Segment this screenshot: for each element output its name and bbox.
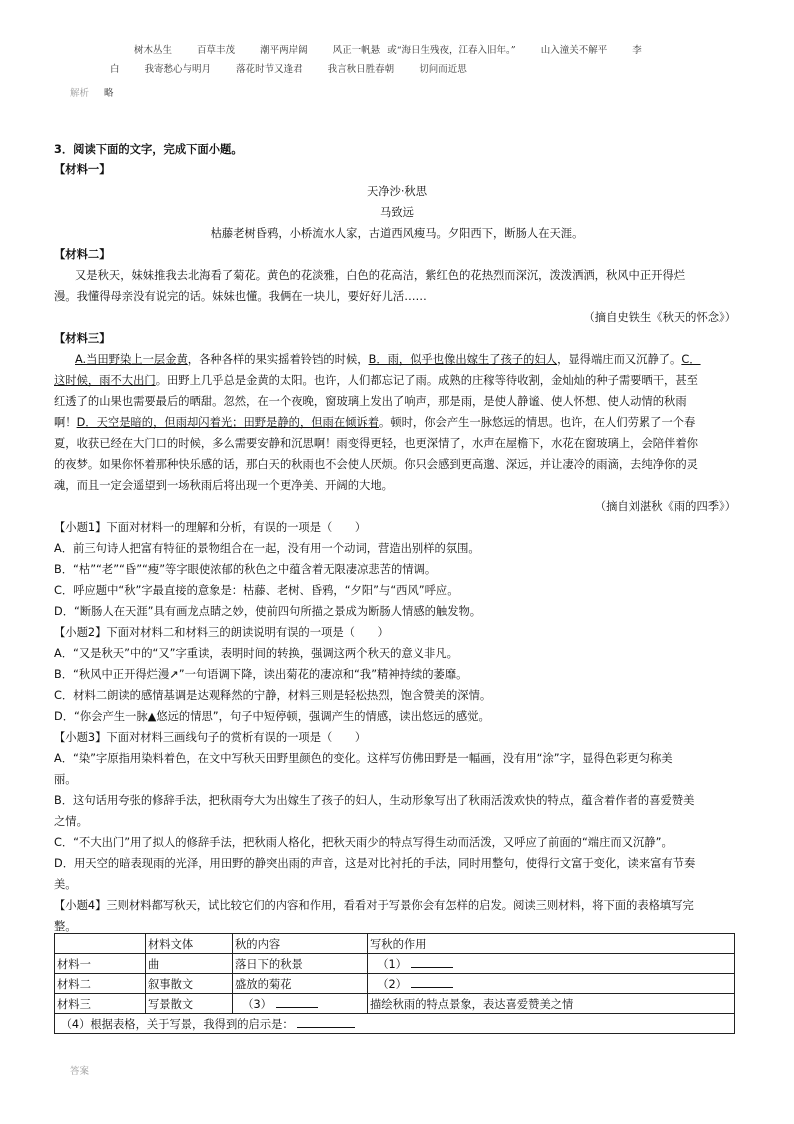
q2-stem: 【小题2】下面对材料二和材料三的朗读说明有误的一项是（ ） (54, 626, 389, 639)
material3-line: 夏，收获已经在大门口的时候，多么需要安静和沉思啊！雨变得更轻，也更深情了，水声在屋檐下，水花在窗玻璃上，会陪伴着你 (54, 437, 698, 450)
table-row (55, 974, 735, 994)
q3-option-b-cont: 之情。 (54, 815, 88, 828)
analysis-value: 略 (104, 88, 114, 99)
table-cell: 描绘秋雨的特点景象，表达喜爱赞美之情 (368, 994, 735, 1014)
q2-option-d: D．“你会产生一脉▲悠远的情思”，句子中短停顿，强调产生的情感，读出悠远的感觉。 (54, 710, 490, 723)
answer-item: 树木丛生 (134, 45, 173, 56)
table-cell: 叙事散文 (146, 974, 233, 994)
material2-line: 又是秋天，妹妹推我去北海看了菊花。黄色的花淡雅，白色的花高洁，紫红色的花热烈而深沉，泼泼洒洒，秋风中正开得烂 (75, 269, 686, 282)
poem-author: 马致远 (380, 206, 414, 219)
underlined-sentence-d: D．天空是暗的，但雨却闪着光；田野是静的，但雨在倾诉着 (76, 416, 380, 429)
material3-line: 红透了的山果也需要最后的晒甜。忽然，在一个夜晚，窗玻璃上发出了响声，那是雨，是使人静谧、使人怀想、使人动情的秋雨 (54, 395, 687, 408)
q3-option-a: A．“染”字原指用染料着色，在文中写秋天田野里颜色的变化。这样写仿佛田野是一幅画，没有用“涂”字，显得色彩更匀称美 (54, 752, 673, 765)
q2-option-c: C．材料二朗读的感情基调是达观释然的宁静，材料三则是轻松热烈，饱含赞美的深情。 (54, 689, 492, 702)
q4-stem-cont: 整。 (54, 920, 77, 933)
table-cell: 落日下的秋景 (233, 954, 368, 974)
answer-item: 切问而近思 (419, 64, 467, 75)
comparison-table (54, 933, 735, 1034)
answer-label: 答案 (70, 1066, 90, 1077)
material1-label: 【材料一】 (54, 163, 111, 176)
poem-title: 天净沙·秋思 (366, 185, 428, 198)
underlined-sentence-c-label: C． (681, 353, 701, 366)
q3-option-d-cont: 美。 (54, 878, 77, 891)
answer-cell-1[interactable]: （1） (368, 954, 735, 974)
q1-option-b: B．“枯”“老”“昏”“瘦”等字眼使浓郁的秋色之中蕴含着无限凄凉悲苦的情调。 (54, 563, 437, 576)
table-cell: 曲 (146, 954, 233, 974)
answer-blank[interactable] (297, 1017, 355, 1028)
answer-cell-4[interactable]: （4）根据表格，关于写景，我得到的启示是： (55, 1014, 735, 1034)
table-cell: 盛放的菊花 (233, 974, 368, 994)
material3-label: 【材料三】 (54, 332, 111, 345)
q3-option-c: C．“不大出门”用了拟人的修辞手法，把秋雨人格化，把秋天雨少的特点写得生动而活泼，又呼应了前面的“端庄而又沉静”。 (54, 836, 673, 849)
answer-line-2 (110, 61, 489, 75)
poem-body: 枯藤老树昏鸦，小桥流水人家，古道西风瘦马。夕阳西下，断肠人在天涯。 (210, 227, 584, 240)
q1-stem: 【小题1】下面对材料一的理解和分析，有误的一项是（ ） (54, 521, 367, 534)
answer-item: 百草丰茂 (197, 45, 236, 56)
material3-line: 魂，而且一定会遥望到一场秋雨后将出现一个更净美、开阔的大地。 (54, 479, 393, 492)
table-row (55, 954, 735, 974)
q3-stem: 【小题3】下面对材料三画线句子的赏析有误的一项是（ ） (54, 731, 367, 744)
analysis-label: 解析 (70, 88, 90, 99)
q1-option-c: C．呼应题中“秋”字最直接的意象是：枯藤、老树、昏鸦，“夕阳”与“西风”呼应。 (54, 584, 459, 597)
table-header: 材料文体 (146, 934, 233, 954)
material3-line: 的夜梦。如果你怀着那种快乐感的话，那白天的秋雨也不会使人厌烦。你只会感到更高邈、深远，并让凄冷的雨滴，去纯净你的灵 (54, 458, 698, 471)
answer-item: 我寄愁心与明月 (144, 64, 212, 75)
answer-line-1 (134, 42, 664, 56)
analysis-row (70, 85, 136, 99)
table-cell: 写景散文 (146, 994, 233, 1014)
q3-option-a-cont: 丽。 (54, 773, 77, 786)
answer-cell-3[interactable]: （3） (233, 994, 368, 1014)
answer-item: 我言秋日胜春朝 (327, 64, 395, 75)
table-header-row (55, 934, 735, 954)
answer-item: 潮平两岸阔 (260, 45, 308, 56)
table-footer-row (55, 1014, 735, 1034)
answer-blank[interactable] (276, 997, 318, 1008)
table-cell: 材料三 (55, 994, 146, 1014)
answer-item: 白 (110, 64, 120, 75)
table-header: 写秋的作用 (368, 934, 735, 954)
material3-line: 这时候，雨不大出门。田野上几乎总是金黄的太阳。也许，人们都忘记了雨。成熟的庄稼等待收割，金灿灿的种子需要晒干，甚至 (54, 374, 698, 387)
table-cell: 材料二 (55, 974, 146, 994)
answer-blank[interactable] (411, 957, 453, 968)
material2-line: 漫。我懂得母亲没有说完的话。妹妹也懂。我俩在一块儿，要好好儿活…… (54, 290, 427, 303)
material3-line: A.当田野染上一层金黄，各种各样的果实摇着铃铛的时候，B．雨，似乎也像出嫁生了孩子的妇人，显得端庄而又沉静了。C． (75, 353, 701, 366)
answer-item: 或“海日生残夜，江春入旧年。” (387, 45, 516, 56)
underlined-sentence-a: A.当田野染上一层金黄 (75, 353, 188, 366)
answer-item: 李 (632, 45, 642, 56)
q4-stem: 【小题4】三则材料都写秋天，试比较它们的内容和作用，看看对于写景你会有怎样的启发。阅读三则材料，将下面的表格填写完 (54, 899, 694, 912)
table-header (55, 934, 146, 954)
question-heading: 3．阅读下面的文字，完成下面小题。 (54, 143, 243, 156)
material3-line: 啊！D．天空是暗的，但雨却闪着光；田野是静的，但雨在倾诉着。顿时，你会产生一脉悠远的情思。也许，在人们劳累了一个春 (54, 416, 696, 429)
table-header: 秋的内容 (233, 934, 368, 954)
answer-blank[interactable] (411, 977, 453, 988)
table-cell: 材料一 (55, 954, 146, 974)
answer-cell-2[interactable]: （2） (368, 974, 735, 994)
q1-option-a: A．前三句诗人把富有特征的景物组合在一起，没有用一个动词，营造出别样的氛围。 (54, 542, 480, 555)
underlined-sentence-b: B．雨，似乎也像出嫁生了孩子的妇人 (368, 353, 558, 366)
q2-option-a: A．“又是秋天”中的“又”字重读，表明时间的转换，强调这两个秋天的意义非凡。 (54, 647, 458, 660)
answer-item: 风正一帆悬 (332, 45, 381, 56)
material2-source: （摘自史铁生《秋天的怀念》） (583, 311, 736, 324)
q2-option-b: B．“秋风中正开得烂漫↗”一句语调下降，读出菊花的凄凉和“我”精神持续的萎靡。 (54, 668, 468, 681)
q1-option-d: D．“断肠人在天涯”具有画龙点睛之妙，使前四句所描之景成为断肠人情感的触发物。 (54, 605, 482, 618)
material3-source: （摘自刘湛秋《雨的四季》） (594, 500, 736, 513)
material2-label: 【材料二】 (54, 248, 111, 261)
answer-item: 山入潼关不解平 (540, 45, 608, 56)
q3-option-d: D．用天空的暗表现雨的光泽，用田野的静突出雨的声音，这是对比衬托的手法，同时用整句，使得行文富于变化，读来富有节奏 (54, 857, 696, 870)
table-row (55, 994, 735, 1014)
underlined-sentence-c: 这时候，雨不大出门 (54, 374, 156, 387)
answer-item: 落花时节又逢君 (236, 64, 303, 75)
q3-option-b: B．这句话用夸张的修辞手法，把秋雨夸大为出嫁生了孩子的妇人，生动形象写出了秋雨活泼欢快的特点，蕴含着作者的喜爱赞美 (54, 794, 695, 807)
